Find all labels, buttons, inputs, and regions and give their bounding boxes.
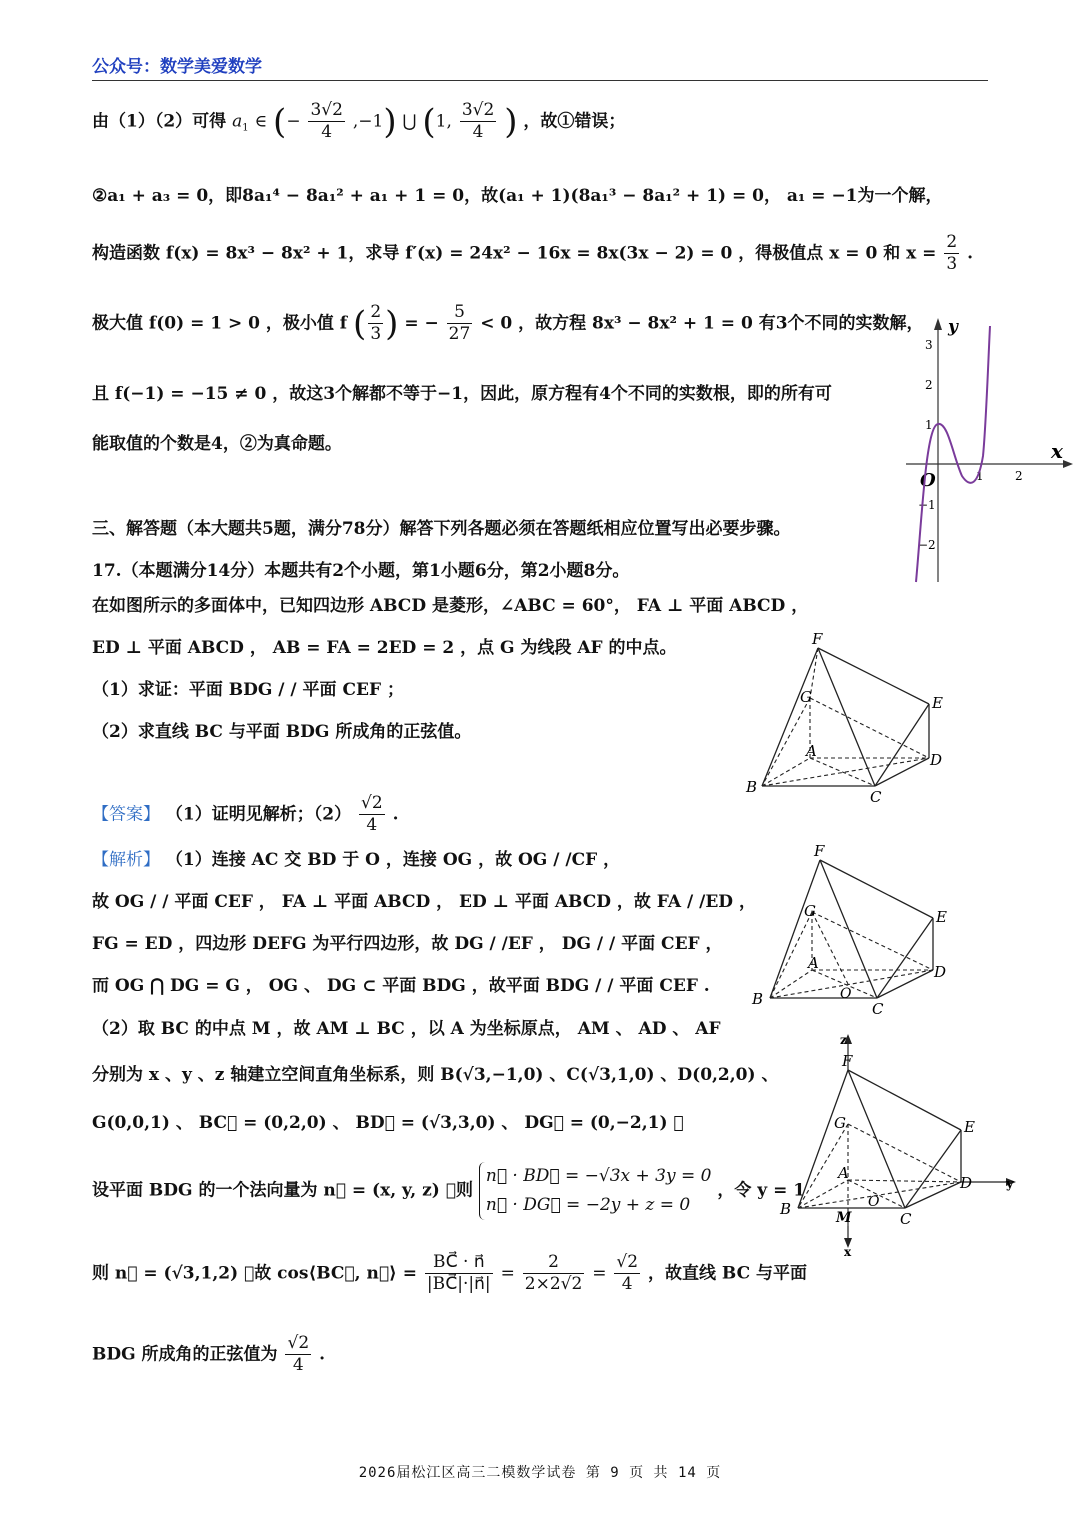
poly3-G: G [834,1114,846,1132]
line1-m4: 1, [435,111,452,132]
analysis-8-end: ，令 y = 1 [717,1180,806,1201]
question-17-line-1: 在如图所示的多面体中，已知四边形 ABCD 是菱形，∠ABC = 60°， FA ⊥ 平面 ABCD ， [92,596,809,616]
poly1-G: G [800,688,812,706]
analysis-10-frac: $\frac{√2}{4}$ [287,1333,310,1376]
analysis-8-system [479,1162,712,1220]
header-source: 公众号：数学美爱数学 [92,57,262,77]
analysis-line-8 [92,1162,805,1220]
analysis-line-7: G(0,0,1) 、 BC⃗ = (0,2,0) 、 BD⃗ = (√3,3,0) 、 DG⃗ = (0,−2,1) ， [92,1113,684,1133]
line-6: 能取值的个数是4，②为真命题。 [92,434,342,454]
answer-line [92,793,399,837]
poly2-G: G [804,902,816,920]
line-3 [92,232,973,276]
analysis-9-eq2: = [592,1263,607,1284]
analysis-9-frac1: $\frac{BC⃗ \cdot n⃗}{|BC⃗|\cdot|n⃗|}$ [426,1252,491,1295]
poly3-A: A [838,1164,849,1182]
line4-frac2: $\frac{5}{27}$ [448,302,471,345]
analysis-text-1: （1）连接 AC 交 BD 于 O ，连接 OG ，故 OG / /CF ， [165,850,621,870]
polyhedron-figure-3 [776,1030,1020,1260]
answer-frac: $\frac{√2}{4}$ [361,793,383,836]
poly1-E: E [932,694,943,712]
answer-tag: 【答案】 [92,804,160,825]
poly2-E: E [936,908,947,926]
poly1-A: A [806,742,817,760]
polyhedron-figure-2 [748,842,958,1020]
graph-ytick-m2: −2 [918,538,936,552]
graph-xlabel: x [1051,439,1063,463]
analysis-tag: 【解析】 [92,850,160,870]
answer-end: . [392,804,399,825]
line1-in: ∈ [254,111,268,132]
analysis-10-text: BDG 所成角的正弦值为 [92,1344,278,1365]
analysis-9-end: ，故直线 BC 与平面 [647,1263,808,1284]
question-17-part-2: （2）求直线 BC 与平面 BDG 所成角的正弦值。 [92,722,472,742]
poly2-D: D [934,963,947,981]
poly3-C: C [900,1210,912,1228]
line4-text-a: 极大值 f(0) = 1 > 0 ，极小值 f [92,313,348,334]
poly2-B: B [752,990,764,1008]
poly1-C: C [870,788,882,806]
line1-frac2: $\frac{3√2}{4}$ [461,100,495,143]
polyhedron-figure-1 [742,630,954,808]
line4-text-c: < 0 ，故方程 8x³ − 8x² + 1 = 0 有3个不同的实数解， [480,313,924,334]
analysis-line-10 [92,1333,325,1377]
analysis-line-5: （2）取 BC 的中点 M ，故 AM ⊥ BC ，以 A 为坐标原点， AM 、 AD 、 AF [92,1019,721,1039]
analysis-line-9 [92,1252,807,1296]
line-2: ②a₁ + a₃ = 0，即8a₁⁴ − 8a₁² + a₁ + 1 = 0，故(a₁ + 1)(8a₁³ − 8a₁² + 1) = 0， a₁ = −1为一个解， [92,186,943,206]
question-17-line-2: ED ⊥ 平面 ABCD ， AB = FA = 2ED = 2 ，点 G 为线段 AF 的中点。 [92,638,677,658]
line4-text-b: = − [404,313,439,334]
poly3-y-axis: y [1006,1177,1014,1192]
graph-xtick-2: 2 [1015,469,1023,483]
line1-text-a: 由（1）（2）可得 [92,111,227,132]
graph-ylabel: y [948,317,958,337]
graph-ytick-m1: −1 [918,498,936,512]
analysis-line-6: 分别为 x 、y 、z 轴建立空间直角坐标系，则 B(√3,−1,0) 、C(√3,1,0) 、D(0,2,0) 、 [92,1065,779,1085]
analysis-8-text: 设平面 BDG 的一个法向量为 n⃗ = (x, y, z) ，则 [92,1180,473,1201]
graph-ytick-1: 1 [925,418,933,432]
poly1-D: D [930,751,943,769]
analysis-9-frac2: $\frac{2}{2\times 2√2}$ [524,1252,583,1295]
poly3-O: O [868,1194,880,1210]
line1-text-b: ，故①错误； [523,111,626,132]
analysis-8-eq1: n⃗ · BD⃗ = −√3x + 3y = 0 [485,1166,712,1186]
poly3-x-axis: x [844,1245,852,1259]
line3-text: 构造函数 f(x) = 8x³ − 8x² + 1，求导 f′(x) = 24x² − 16x = 8x(3x − 2) = 0 ，得极值点 x = 0 和 x = [92,243,937,264]
line-5: 且 f(−1) = −15 ≠ 0 ，故这3个解都不等于−1，因此，原方程有4个不同的实数根，即的所有可 [92,384,832,404]
page-footer: 2026届松江区高三二模数学试卷 第 9 页 共 14 页 [358,1465,722,1481]
poly3-E: E [964,1118,975,1136]
line1-cup: ⋃ [402,111,417,132]
analysis-line-3: FG = ED ，四边形 DEFG 为平行四边形，故 DG / /EF ， DG / / 平面 CEF ， [92,934,723,954]
cubic-graph-figure [898,316,1073,586]
question-17-part-1: （1）求证：平面 BDG / / 平面 CEF ； [92,680,404,700]
poly1-F: F [812,630,823,648]
line3-frac: $\frac{2}{3}$ [946,232,958,275]
poly2-A: A [808,954,819,972]
poly2-O: O [840,986,852,1002]
line4-frac1: $\frac{2}{3}$ [370,302,382,345]
poly3-B: B [780,1200,792,1218]
line1-m3: ,−1 [352,111,384,132]
analysis-9-frac3: $\frac{√2}{4}$ [616,1252,639,1295]
poly1-B: B [746,778,758,796]
analysis-10-end: . [319,1344,325,1365]
graph-ytick-2: 2 [925,378,933,392]
graph-ytick-3: 3 [925,338,933,352]
graph-origin: O [920,470,936,491]
answer-text: （1）证明见解析；（2） [165,804,352,825]
poly3-z-axis: z [840,1033,847,1047]
poly3-M: M [836,1210,852,1226]
line1-a1: a [232,111,243,132]
header-rule [92,80,988,81]
question-17-title: 17.（本题满分14分）本题共有2个小题，第1小题6分，第2小题8分。 [92,561,630,581]
poly2-C: C [872,1000,884,1018]
analysis-line-1 [92,852,620,869]
line-1: 由（1）（2）可得 $a_1$ ∈ (− $\frac{3√2}{4}$ ,−1) ⋃ (1, $\frac{3√2}{4}$ ) ，故①错误； [92,100,626,143]
analysis-line-4: 而 OG ⋂ DG = G ， OG 、 DG ⊂ 平面 BDG ，故平面 BDG / / 平面 CEF . [92,976,710,996]
poly3-F: F [842,1052,853,1070]
graph-xtick-1: 1 [976,469,984,483]
section-3-heading: 三、解答题（本大题共5题，满分78分）解答下列各题必须在答题纸相应位置写出必要步骤。 [92,519,791,539]
poly3-D: D [960,1174,973,1192]
line3-end: . [967,243,973,264]
analysis-8-eq2: n⃗ · DG⃗ = −2y + z = 0 [485,1194,691,1215]
line1-frac1: $\frac{3√2}{4}$ [310,100,343,143]
analysis-9-eq1: = [500,1263,515,1284]
analysis-9-text: 则 n⃗ = (√3,1,2) ，故 cos⟨BC⃗, n⃗⟩ = [92,1263,417,1284]
analysis-line-2: 故 OG / / 平面 CEF ， FA ⊥ 平面 ABCD ， ED ⊥ 平面 ABCD ，故 FA / /ED ， [92,892,756,912]
line-4: 极大值 f(0) = 1 > 0 ，极小值 f ( $\frac{2}{3}$ ) = − $\frac{5}{27}$ < 0 ，故方程 8x³ − 8x² + 1 = 0 有3个不同的实数解， [92,302,924,345]
poly2-F: F [814,842,825,860]
